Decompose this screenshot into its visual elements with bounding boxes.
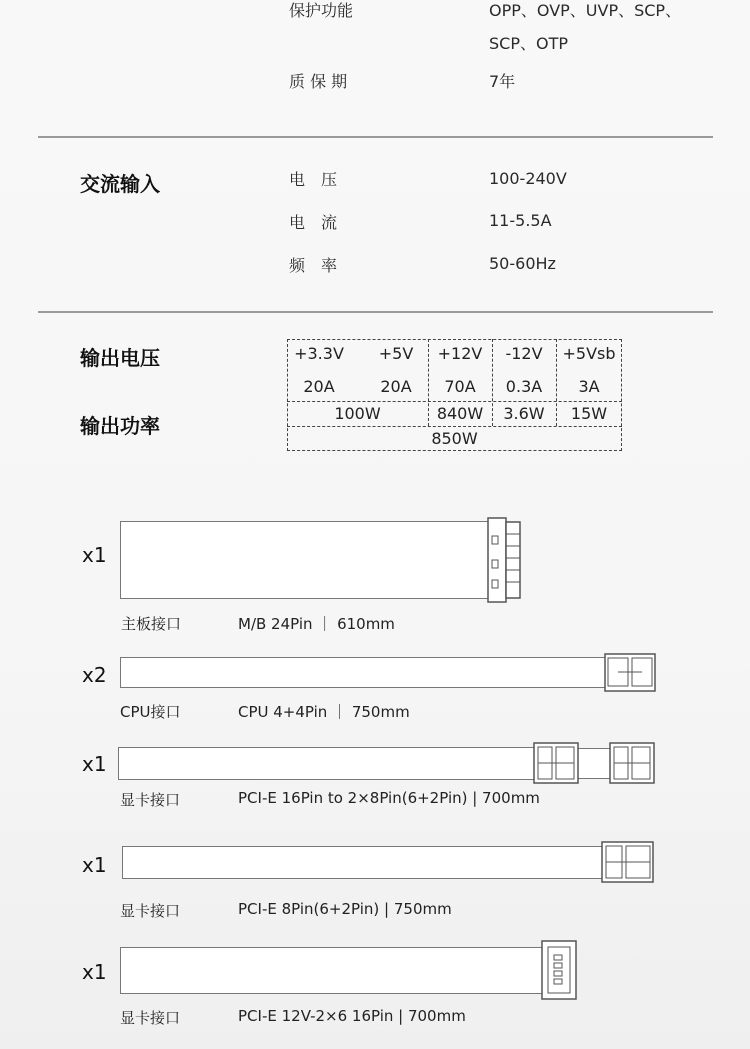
current-12v: 70A xyxy=(444,377,476,396)
cable-4-multiplier: x1 xyxy=(82,853,107,877)
cable-2-spec: CPU 4+4Pin ｜ 750mm xyxy=(238,703,410,721)
voltage-5vsb: +5Vsb xyxy=(562,344,616,363)
divider-1 xyxy=(38,136,713,138)
current-3v3: 20A xyxy=(303,377,335,396)
ac-label-voltage: 电 压 xyxy=(289,170,338,189)
pcie-12v-2x6-connector-icon xyxy=(540,939,578,1001)
cable-3-body-link xyxy=(576,748,612,779)
output-power-title: 输出功率 xyxy=(80,414,160,438)
cable-5-multiplier: x1 xyxy=(82,960,107,984)
output-table-rule-2 xyxy=(287,426,622,427)
voltage-5v: +5V xyxy=(378,344,414,363)
current-5vsb: 3A xyxy=(578,377,600,396)
spec-value-warranty: 7年 xyxy=(489,72,516,91)
spec-label-warranty: 质 保 期 xyxy=(289,72,348,91)
cable-5-name: 显卡接口 xyxy=(120,1009,181,1027)
cable-3-multiplier: x1 xyxy=(82,752,107,776)
voltage-neg12v: -12V xyxy=(505,344,543,363)
cpu-8pin-connector-icon xyxy=(604,653,656,692)
power-neg12v: 3.6W xyxy=(503,404,545,423)
ac-value-current: 11-5.5A xyxy=(489,211,552,230)
ac-input-title: 交流输入 xyxy=(80,172,160,196)
cable-2-multiplier: x2 xyxy=(82,663,107,687)
cable-5-body xyxy=(120,947,544,994)
voltage-12v: +12V xyxy=(437,344,483,363)
pcie-8pin-connector-b-icon xyxy=(608,741,656,785)
output-voltage-title: 输出电压 xyxy=(80,346,160,370)
power-5vsb: 15W xyxy=(570,404,608,423)
atx-24pin-connector-icon xyxy=(486,516,522,604)
power-3v3-5v: 100W xyxy=(334,404,381,423)
current-5v: 20A xyxy=(380,377,412,396)
spec-value-protection-line2: SCP、OTP xyxy=(489,34,568,53)
spec-label-protection: 保护功能 xyxy=(289,1,354,20)
current-neg12v: 0.3A xyxy=(505,377,543,396)
cable-3-body xyxy=(118,747,536,780)
ac-value-frequency: 50-60Hz xyxy=(489,254,556,273)
cable-1-name: 主板接口 xyxy=(121,615,182,633)
divider-2 xyxy=(38,311,713,313)
pcie-8pin-connector-icon xyxy=(600,840,655,884)
ac-label-frequency: 频 率 xyxy=(289,256,338,275)
cable-1-multiplier: x1 xyxy=(82,543,107,567)
pcie-8pin-connector-a-icon xyxy=(532,741,580,785)
output-table-rule-1 xyxy=(287,401,622,402)
spec-value-protection-line1: OPP、OVP、UVP、SCP、 xyxy=(489,1,682,20)
ac-label-current: 电 流 xyxy=(289,213,338,232)
cable-4-spec: PCI-E 8Pin(6+2Pin) | 750mm xyxy=(238,900,452,918)
cable-3-name: 显卡接口 xyxy=(120,791,181,809)
cable-3-spec: PCI-E 16Pin to 2×8Pin(6+2Pin) | 700mm xyxy=(238,789,540,807)
power-12v: 840W xyxy=(436,404,484,423)
cable-1-spec: M/B 24Pin ｜ 610mm xyxy=(238,615,395,633)
voltage-3v3: +3.3V xyxy=(294,344,344,363)
cable-4-body xyxy=(122,846,604,879)
cable-1-body xyxy=(120,521,492,599)
cable-2-body xyxy=(120,657,608,688)
ac-value-voltage: 100-240V xyxy=(489,169,567,188)
power-total: 850W xyxy=(431,429,478,448)
cable-4-name: 显卡接口 xyxy=(120,902,181,920)
output-table xyxy=(287,339,622,451)
cable-5-spec: PCI-E 12V-2×6 16Pin | 700mm xyxy=(238,1007,466,1025)
cable-2-name: CPU接口 xyxy=(120,703,181,721)
